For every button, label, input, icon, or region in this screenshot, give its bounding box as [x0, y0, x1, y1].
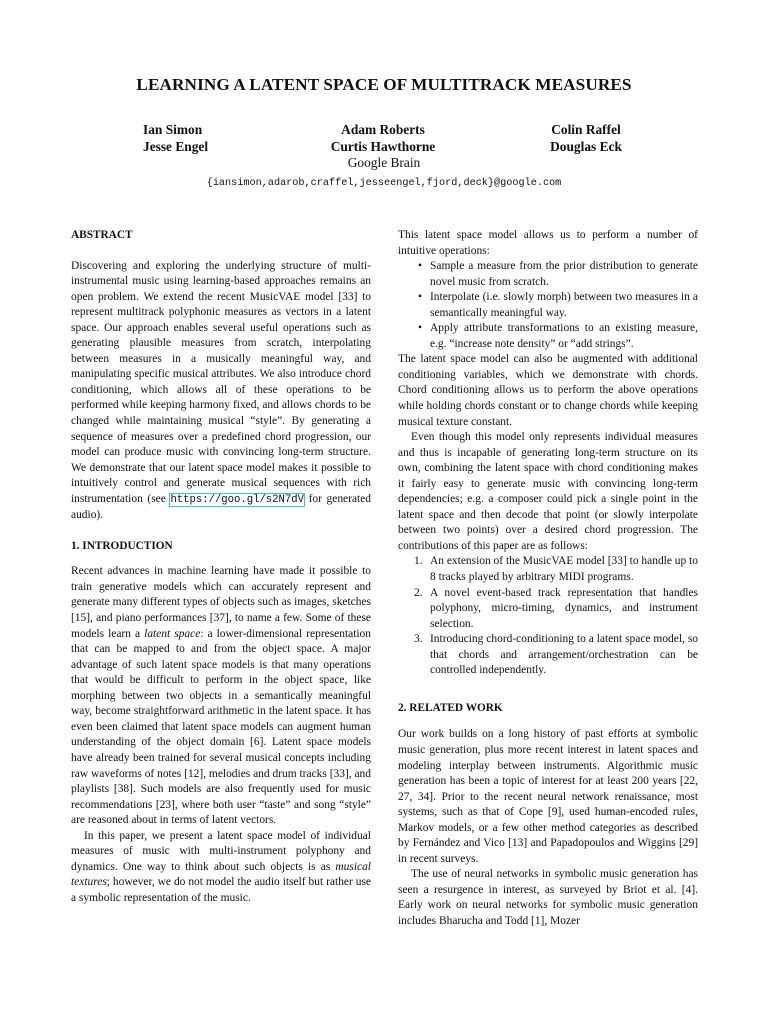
audio-link[interactable]: https://goo.gl/s2N7dV — [170, 493, 304, 506]
author-column-3 — [546, 121, 626, 155]
related-paragraph-2: The use of neural networks in symbolic music generation has seen a resurgence in interest, as surveyed by Briot et al. [4]. Early work on neural networks for symbolic music generation includes Bharucha and Todd [1], Mozer — [398, 868, 698, 927]
long-term-paragraph: Even though this model only represents individual measures and thus is incapable of generating long-term structure on its own, combining the latent space with chord conditioning makes it fairly easy to generate music with convincing long-term dependencies; e.g. a composer could pick a single point in the latent space and then decode that point (or slowly interpolate between two points) over a desired chord progression. The contributions of this paper are as follows: — [398, 431, 698, 552]
related-paragraph-1: Our work builds on a long history of past efforts at symbolic music generation, plus more recent interest in latent spaces and modeling interplay between instruments. Algorithmic music generation has been a topic of interest for at least 200 years [22, 27, 34]. Prior to the recent neural network renaissance, most systems, such as that of Cope [9], used human-encoded rules, Markov models, or a few other method categories as described by Fernández and Vico [13] and Papadopoulos and Wiggins [29] in recent surveys. — [398, 728, 698, 865]
intro-text: Recent advances in machine learning have made it possible to train generative models which can accurately represent and generate many different types of objects such as images, sketches [15], and piano performances [37], to name a few. Some of these models learn a — [71, 565, 371, 640]
abstract-heading: ABSTRACT — [71, 229, 133, 241]
item-number: 1. — [414, 555, 423, 568]
intro-emphasis: musical textures — [71, 860, 371, 889]
intro-text: : a lower-dimensional representation that can be mapped to and from the object space. A major advantage of such latent space models is that many operations that would be difficult to perform in the object space, like morphing between two objects in a semantically meaningful way, become straightforward arithmetic in the latent space. It has even been claimed that latent space models can augment human understanding of the object domain [6]. Latent space models have already been trained for several musical concepts including raw waveforms of notes [12], melodies and drum tracks [33], and playlists [38]. Such models are also frequently used for music recommendations [23], where both user “taste” and song “style” are reasoned about in terms of latent vectors. — [71, 627, 371, 827]
abstract-text-end: for generated audio). — [71, 492, 371, 522]
author-name: Jesse Engel — [143, 139, 209, 154]
intro-paragraph-1 — [71, 564, 371, 828]
author-name: Ian Simon — [143, 122, 203, 137]
item-number: 2. — [414, 586, 423, 599]
augmentation-paragraph: The latent space model can also be augmented with additional conditioning variables, which we demonstrate with chords. Chord conditioning allows us to perform the above operations while holding chords constant or to change chords while keeping musical texture constant. — [398, 353, 698, 428]
intro-paragraph-2 — [71, 829, 371, 907]
email-line — [0, 176, 768, 189]
item-text: An extension of the MusicVAE model [33] to handle up to 8 tracks played by arbitrary MIDI programs. — [430, 555, 698, 584]
author-name: Colin Raffel — [551, 122, 621, 137]
paper-title: LEARNING A LATENT SPACE OF MULTITRACK MEASURES — [136, 75, 632, 94]
list-item — [414, 554, 698, 585]
operations-list — [398, 259, 698, 352]
author-name: Curtis Hawthorne — [330, 139, 436, 154]
author-column-2 — [322, 121, 444, 155]
intro-text: In this paper, we present a latent space model of individual measures of music with multi-instrument polyphony and dynamics. One way to think about such objects is as — [71, 829, 371, 873]
abstract-body — [71, 259, 371, 524]
item-number: 3. — [414, 633, 423, 646]
left-column — [71, 228, 371, 906]
contributions-list — [398, 554, 698, 678]
list-item — [414, 632, 698, 679]
author-column-1 — [143, 121, 208, 155]
list-item: • Interpolate (i.e. slowly morph) between two measures in a semantically meaningful way. — [430, 290, 698, 321]
right-column — [398, 228, 698, 930]
related-work-heading: 2. RELATED WORK — [398, 701, 503, 714]
affiliation: Google Brain — [347, 155, 421, 170]
abstract-text: Discovering and exploring the underlying structure of multi-instrumental music using learning-based approaches remains an open problem. We extend the recent MusicVAE model [33] to represent multitrack polyphonic measures as vectors in a latent space. Our approach enables several useful operations such as generating plausible measures from scratch, interpolating between measures in a musically meaningful way, and manipulating specific musical attributes. We also introduce chord conditioning, which allows all of these operations to be performed while keeping harmony fixed, and allows chords to be changed while maintaining musical “style”. By generating a sequence of measures over a predefined chord progression, our model can produce music with convincing long-term structure. We demonstrate that our latent space model makes it possible to intuitively control and generate musical sequences with rich instrumentation (see — [71, 259, 371, 505]
item-text: Introducing chord-conditioning to a latent space model, so that chords and arrangement/orchestration can be controlled independently. — [430, 633, 698, 677]
list-item — [414, 586, 698, 633]
list-item: • Sample a measure from the prior distribution to generate novel music from scratch. — [430, 259, 698, 290]
list-item: • Apply attribute transformations to an existing measure, e.g. “increase note density” or “add strings”. — [430, 321, 698, 352]
author-name: Adam Roberts — [341, 122, 425, 137]
operations-intro: This latent space model allows us to perform a number of intuitive operations: — [398, 229, 698, 257]
item-text: A novel event-based track representation that handles polyphony, micro-timing, dynamics, and instrument selection. — [430, 586, 698, 630]
email-address: {iansimon,adarob,craffel,jesseengel,fjord,deck}@google.com — [206, 178, 562, 189]
intro-text: ; however, we do not model the audio itself but rather use a symbolic representation of the music. — [71, 876, 371, 904]
author-name: Douglas Eck — [550, 139, 622, 154]
intro-emphasis: latent space — [144, 627, 201, 640]
introduction-heading: 1. INTRODUCTION — [71, 539, 173, 552]
